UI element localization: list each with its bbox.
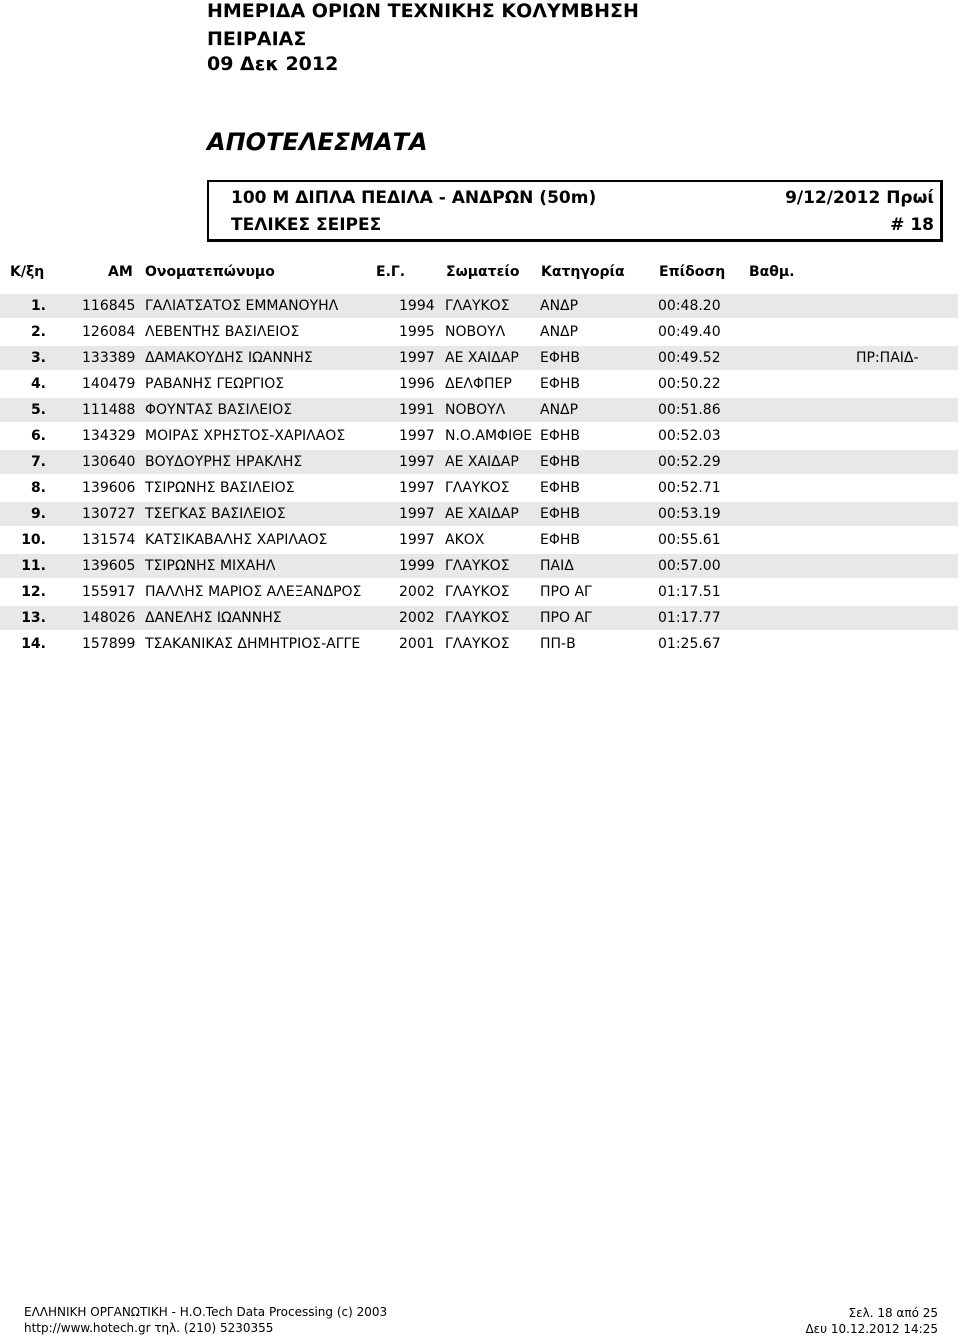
event-name: 100 Μ ΔΙΠΛΑ ΠΕΔΙΛΑ - ΑΝΔΡΩΝ (50m) (231, 188, 597, 208)
category-cell: ΕΦΗΒ (540, 350, 580, 366)
time-cell: 00:52.03 (658, 428, 721, 444)
name-cell: ΤΣΑΚΑΝΙΚΑΣ ΔΗΜΗΤΡΙΟΣ-ΑΓΓΕ (145, 636, 361, 652)
time-cell: 00:51.86 (658, 402, 721, 418)
am-cell: 140479 (82, 376, 136, 392)
meet-title: ΗΜΕΡΙΔΑ ΟΡΙΩΝ ΤΕΧΝΙΚΗΣ ΚΟΛΥΜΒΗΣΗ (207, 0, 639, 22)
col-points: Βαθμ. (749, 264, 795, 280)
category-cell: ΠΑΙΔ (540, 558, 574, 574)
am-cell: 130640 (82, 454, 136, 470)
club-cell: ΑΚΟΧ (445, 532, 485, 548)
col-name: Ονοματεπώνυμο (145, 264, 275, 280)
time-cell: 01:17.51 (658, 584, 721, 600)
col-time: Επίδοση (659, 264, 726, 280)
am-cell: 131574 (82, 532, 136, 548)
category-cell: ΕΦΗΒ (540, 428, 580, 444)
meet-date: 09 Δεκ 2012 (207, 53, 339, 75)
category-cell: ΕΦΗΒ (540, 454, 580, 470)
table-row (0, 528, 958, 552)
year-cell: 1991 (399, 402, 435, 418)
table-row (0, 606, 958, 630)
event-box (207, 180, 943, 242)
club-cell: ΓΛΑΥΚΟΣ (445, 298, 510, 314)
category-cell: ΠΠ-Β (540, 636, 576, 652)
footer-page-number: Σελ. 18 από 25 (848, 1306, 938, 1320)
table-row (0, 554, 958, 578)
time-cell: 00:52.71 (658, 480, 721, 496)
event-number: # 18 (890, 215, 934, 235)
time-cell: 00:49.52 (658, 350, 721, 366)
club-cell: ΓΛΑΥΚΟΣ (445, 558, 510, 574)
club-cell: ΓΛΑΥΚΟΣ (445, 480, 510, 496)
am-cell: 133389 (82, 350, 136, 366)
time-cell: 00:55.61 (658, 532, 721, 548)
year-cell: 1995 (399, 324, 435, 340)
rank-cell: 10. (21, 532, 46, 548)
table-row (0, 346, 958, 370)
table-row (0, 502, 958, 526)
table-row (0, 294, 958, 318)
club-cell: ΔΕΛΦΠΕΡ (445, 376, 512, 392)
year-cell: 1997 (399, 350, 435, 366)
time-cell: 00:52.29 (658, 454, 721, 470)
col-category: Κατηγορία (541, 264, 625, 280)
col-club: Σωματείο (446, 264, 520, 280)
am-cell: 148026 (82, 610, 136, 626)
club-cell: ΑΕ ΧΑΙΔΑΡ (445, 506, 519, 522)
year-cell: 1997 (399, 428, 435, 444)
table-row (0, 580, 958, 604)
year-cell: 2002 (399, 610, 435, 626)
rank-cell: 13. (21, 610, 46, 626)
time-cell: 00:49.40 (658, 324, 721, 340)
club-cell: Ν.Ο.ΑΜΦΙΘΕ (445, 428, 533, 444)
am-cell: 155917 (82, 584, 136, 600)
time-cell: 01:25.67 (658, 636, 721, 652)
time-cell: 00:57.00 (658, 558, 721, 574)
rank-cell: 4. (30, 376, 46, 392)
rank-cell: 14. (21, 636, 46, 652)
event-datetime: 9/12/2012 Πρωί (785, 188, 934, 208)
club-cell: ΓΛΑΥΚΟΣ (445, 636, 510, 652)
name-cell: ΔΑΝΕΛΗΣ ΙΩΑΝΝΗΣ (145, 610, 282, 626)
name-cell: ΒΟΥΔΟΥΡΗΣ ΗΡΑΚΛΗΣ (145, 454, 303, 470)
time-cell: 00:50.22 (658, 376, 721, 392)
table-row (0, 372, 958, 396)
category-cell: ΕΦΗΒ (540, 532, 580, 548)
rank-cell: 5. (30, 402, 46, 418)
year-cell: 1997 (399, 480, 435, 496)
category-cell: ΕΦΗΒ (540, 376, 580, 392)
category-cell: ΑΝΔΡ (540, 298, 579, 314)
am-cell: 139606 (82, 480, 136, 496)
year-cell: 1997 (399, 454, 435, 470)
club-cell: ΝΟΒΟΥΛ (445, 324, 506, 340)
category-cell: ΠΡΟ ΑΓ (540, 584, 592, 600)
club-cell: ΑΕ ΧΑΙΔΑΡ (445, 350, 519, 366)
year-cell: 1999 (399, 558, 435, 574)
col-rank: Κ/ξη (10, 264, 45, 280)
footer-print-date: Δευ 10.12.2012 14:25 (805, 1322, 938, 1336)
table-row (0, 476, 958, 500)
category-cell: ΕΦΗΒ (540, 480, 580, 496)
year-cell: 1997 (399, 506, 435, 522)
am-cell: 130727 (82, 506, 136, 522)
rank-cell: 2. (30, 324, 46, 340)
rank-cell: 3. (30, 350, 46, 366)
rank-cell: 1. (30, 298, 46, 314)
name-cell: ΤΣΕΓΚΑΣ ΒΑΣΙΛΕΙΟΣ (145, 506, 286, 522)
footer-contact: http://www.hotech.gr τηλ. (210) 5230355 (24, 1321, 274, 1335)
category-cell: ΠΡΟ ΑΓ (540, 610, 592, 626)
club-cell: ΝΟΒΟΥΛ (445, 402, 506, 418)
table-row (0, 320, 958, 344)
category-cell: ΑΝΔΡ (540, 402, 579, 418)
category-cell: ΕΦΗΒ (540, 506, 580, 522)
year-cell: 1997 (399, 532, 435, 548)
note-cell: ΠΡ:ΠΑΙΔ- (856, 350, 919, 366)
time-cell: 00:53.19 (658, 506, 721, 522)
name-cell: ΓΑΛΙΑΤΣΑΤΟΣ ΕΜΜΑΝΟΥΗΛ (145, 298, 339, 314)
name-cell: ΡΑΒΑΝΗΣ ΓΕΩΡΓΙΟΣ (145, 376, 285, 392)
year-cell: 1994 (399, 298, 435, 314)
am-cell: 126084 (82, 324, 136, 340)
rank-cell: 12. (21, 584, 46, 600)
name-cell: ΜΟΙΡΑΣ ΧΡΗΣΤΟΣ-ΧΑΡΙΛΑΟΣ (145, 428, 346, 444)
am-cell: 116845 (82, 298, 136, 314)
name-cell: ΔΑΜΑΚΟΥΔΗΣ ΙΩΑΝΝΗΣ (145, 350, 313, 366)
year-cell: 2002 (399, 584, 435, 600)
name-cell: ΤΣΙΡΩΝΗΣ ΒΑΣΙΛΕΙΟΣ (145, 480, 295, 496)
rank-cell: 6. (30, 428, 46, 444)
rank-cell: 8. (30, 480, 46, 496)
am-cell: 111488 (82, 402, 136, 418)
category-cell: ΑΝΔΡ (540, 324, 579, 340)
table-row (0, 450, 958, 474)
col-year: Ε.Γ. (376, 264, 406, 280)
table-row (0, 424, 958, 448)
rank-cell: 11. (21, 558, 46, 574)
event-round: ΤΕΛΙΚΕΣ ΣΕΙΡΕΣ (231, 215, 382, 235)
meet-city: ΠΕΙΡΑΙΑΣ (207, 28, 307, 50)
year-cell: 1996 (399, 376, 435, 392)
rank-cell: 7. (30, 454, 46, 470)
club-cell: ΑΕ ΧΑΙΔΑΡ (445, 454, 519, 470)
name-cell: ΦΟΥΝΤΑΣ ΒΑΣΙΛΕΙΟΣ (145, 402, 293, 418)
table-row (0, 398, 958, 422)
time-cell: 00:48.20 (658, 298, 721, 314)
club-cell: ΓΛΑΥΚΟΣ (445, 584, 510, 600)
am-cell: 157899 (82, 636, 136, 652)
name-cell: ΠΑΛΛΗΣ ΜΑΡΙΟΣ ΑΛΕΞΑΝΔΡΟΣ (145, 584, 362, 600)
name-cell: ΤΣΙΡΩΝΗΣ ΜΙΧΑΗΛ (145, 558, 276, 574)
name-cell: ΚΑΤΣΙΚΑΒΑΛΗΣ ΧΑΡΙΛΑΟΣ (145, 532, 328, 548)
name-cell: ΛΕΒΕΝΤΗΣ ΒΑΣΙΛΕΙΟΣ (145, 324, 300, 340)
results-title: ΑΠΟΤΕΛΕΣΜΑΤΑ (207, 128, 428, 156)
rank-cell: 9. (30, 506, 46, 522)
club-cell: ΓΛΑΥΚΟΣ (445, 610, 510, 626)
year-cell: 2001 (399, 636, 435, 652)
am-cell: 139605 (82, 558, 136, 574)
am-cell: 134329 (82, 428, 136, 444)
footer-organization: ΕΛΛΗΝΙΚΗ ΟΡΓΑΝΩΤΙΚΗ - Η.Ο.Tech Data Processing (c) 2003 (24, 1305, 388, 1319)
time-cell: 01:17.77 (658, 610, 721, 626)
table-row (0, 632, 958, 656)
col-am: ΑΜ (108, 264, 133, 280)
